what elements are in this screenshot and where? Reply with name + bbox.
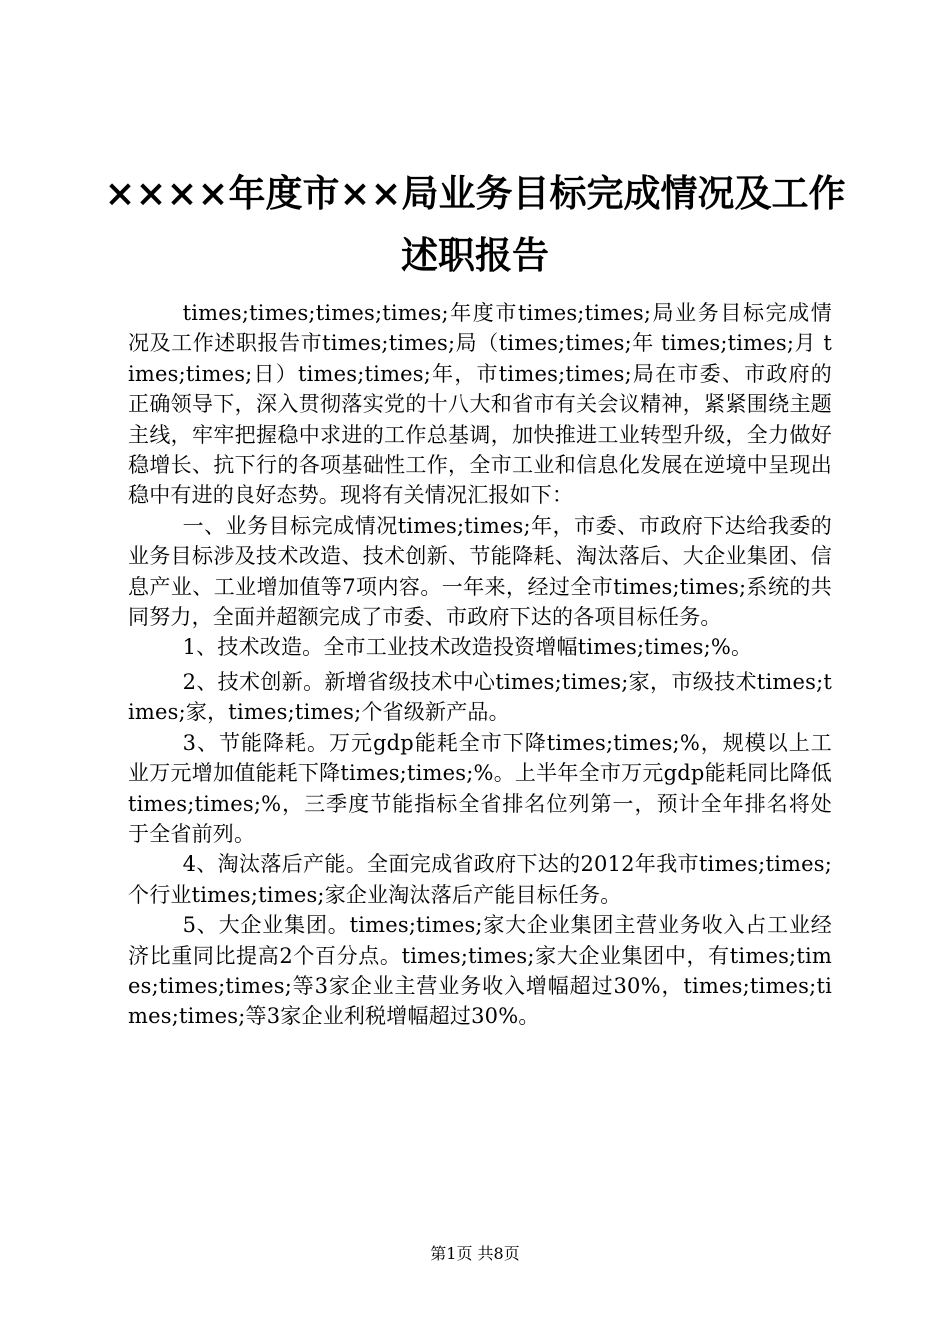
paragraph-item-4: 4、淘汰落后产能。全面完成省政府下达的2012年我市times;times;个行业times;times;家企业淘汰落后产能目标任务。 xyxy=(128,852,832,907)
document-body xyxy=(128,298,832,1032)
paragraph-item-2: 2、技术创新。新增省级技术中心times;times;家，市级技术times;times;家，times;times;个省级新产品。 xyxy=(128,669,832,725)
page-footer: 第1页 共8页 xyxy=(430,1244,520,1263)
document-title: ××××年度市××局业务目标完成情况及工作述职报告 xyxy=(104,171,846,277)
paragraph-intro: times;times;times;times;年度市times;times;局业务目标完成情况及工作述职报告市times;times;局（times;times;年 times;times;月 times;times;日）times;times;年，市times;times;局在市委、市政府的正确领导下，深入贯彻落实党的十八大和省市有关会议精神，紧紧围绕主题主线，牢牢把握稳中求进的工作总基调，加快推进工业转型升级，全力做好稳增长、抗下行的各项基础性工作，全市工业和信息化发展在逆境中呈现出稳中有进的良好态势。现将有关情况汇报如下： xyxy=(128,301,832,508)
paragraph-section-one: 一、业务目标完成情况times;times;年，市委、市政府下达给我委的业务目标涉及技术改造、技术创新、节能降耗、淘汰落后、大企业集团、信息产业、工业增加值等7项内容。一年来，经过全市times;times;系统的共同努力，全面并超额完成了市委、市政府下达的各项目标任务。 xyxy=(128,513,832,630)
paragraph-item-1: 1、技术改造。全市工业技术改造投资增幅times;times;%。 xyxy=(182,635,753,660)
paragraph-item-3: 3、节能降耗。万元gdp能耗全市下降times;times;%，规模以上工业万元增加值能耗下降times;times;%。上半年全市万元gdp能耗同比降低times;times;%，三季度节能指标全省排名位列第一，预计全年排名将处于全省前列。 xyxy=(128,730,832,846)
paragraph-item-5: 5、大企业集团。times;times;家大企业集团主营业务收入占工业经济比重同比提高2个百分点。times;times;家大企业集团中，有times;times;times;times;等3家企业主营业务收入增幅超过30%，times;times;times;times;等3家企业利税增幅超过30%。 xyxy=(128,913,832,1029)
